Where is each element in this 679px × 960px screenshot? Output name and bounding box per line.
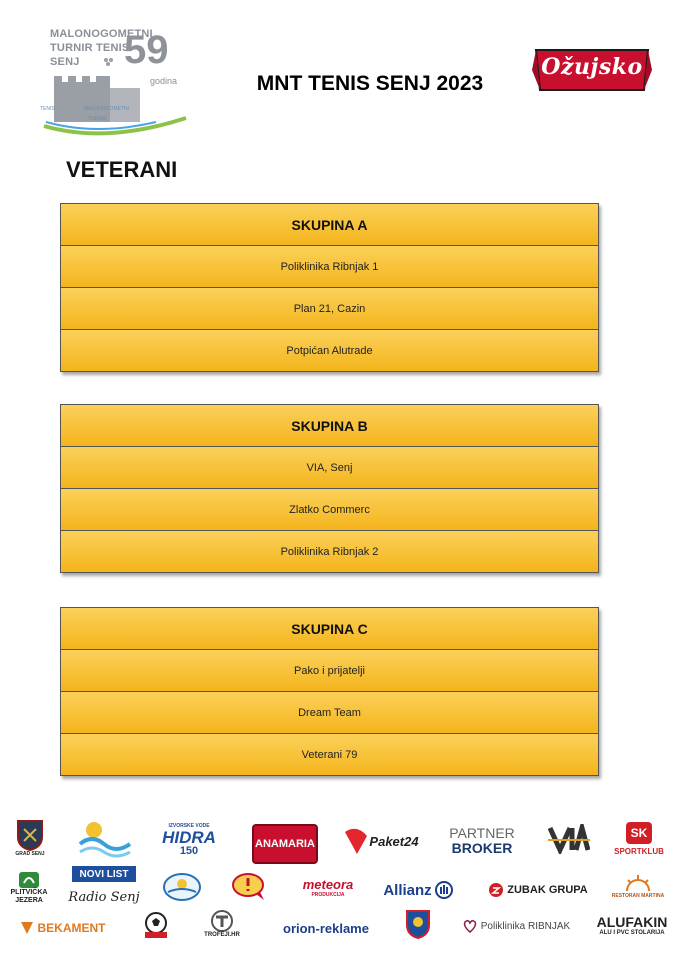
speech-bubble-icon <box>230 872 270 902</box>
sponsor-hidra-num: 150 <box>179 845 199 857</box>
paket-check-icon <box>343 826 369 856</box>
sponsor-grad-senj-label: GRAD SENJ <box>15 851 45 857</box>
group-b-name: SKUPINA B <box>61 405 598 447</box>
sponsor-sk-badge: SK <box>626 822 652 844</box>
sponsor-bekament <box>10 916 114 940</box>
sponsor-plitvicka-2: JEZERA <box>15 897 43 904</box>
sponsor-anamaria <box>252 824 318 864</box>
sponsor-bekament-label: BEKAMENT <box>37 921 106 935</box>
sponsor-via <box>548 822 590 856</box>
bekament-icon <box>19 920 35 936</box>
sponsor-hidra <box>158 820 220 860</box>
sponsor-paket24 <box>340 824 422 858</box>
sponsor-orion-label: orion-reklame <box>283 920 369 936</box>
group-a-team-2: Plan 21, Cazin <box>61 288 598 330</box>
main-sponsor-name: Ožujsko <box>541 54 643 80</box>
section-title: VETERANI <box>66 157 178 182</box>
group-b <box>60 404 599 573</box>
sponsor-novi-list-label: NOVI LIST <box>79 868 129 880</box>
sponsor-hidra-top: IZVORSKE VODE <box>168 823 210 829</box>
sponsor-sportklub-label: SPORTKLUB <box>614 847 664 856</box>
group-c <box>60 607 599 776</box>
sponsor-orion <box>268 916 384 940</box>
group-a <box>60 203 599 372</box>
sponsor-hidra-name: HIDRA <box>162 828 216 847</box>
sponsor-sunny <box>162 872 202 902</box>
trofeji-t-icon <box>210 910 234 932</box>
sponsor-alufakin-sub: ALU I PVC STOLARIJA <box>599 929 665 936</box>
group-b-team-2: Zlatko Commerc <box>61 489 598 531</box>
sponsor-allianz <box>376 878 460 902</box>
sponsor-broker-label: BROKER <box>451 840 513 856</box>
sponsor-poliklinika <box>454 914 578 938</box>
sponsor-zubak-label: ZUBAK GRUPA <box>507 884 588 896</box>
group-c-team-2: Dream Team <box>61 692 598 734</box>
sponsor-trofeji-label: TROFEJI.HR <box>204 932 240 938</box>
group-b-team-3: Poliklinika Ribnjak 2 <box>61 531 598 572</box>
sponsor-grad-senj <box>10 816 50 860</box>
sponsor-trofeji <box>200 906 244 942</box>
main-sponsor-logo <box>532 40 652 100</box>
logo-small-tenis: TENIS <box>40 106 55 112</box>
sponsor-poliklinika-label: Poliklinika RIBNJAK <box>480 920 571 932</box>
wave-logo-icon <box>78 818 132 858</box>
logo-line-2: TURNIR TENIS <box>50 42 130 54</box>
via-logo-icon <box>548 824 590 854</box>
club-crest-icon <box>405 909 431 939</box>
sponsor-paket24-label: Paket24 <box>369 833 419 849</box>
sponsor-allianz-label: Allianz <box>383 881 432 899</box>
allianz-eagle-icon <box>435 881 453 899</box>
sponsor-partner-label: PARTNER <box>449 825 515 841</box>
sponsor-turisticka <box>78 818 132 858</box>
group-c-team-3: Veterani 79 <box>61 734 598 775</box>
logo-small-turnir: MALONOGOMETNI <box>84 106 130 112</box>
sponsor-radio-senj-label: Radio Senj <box>68 889 140 905</box>
page-title: MNT TENIS SENJ 2023 <box>256 72 484 95</box>
sponsor-speech <box>230 872 270 902</box>
group-c-name: SKUPINA C <box>61 608 598 650</box>
sponsor-alufakin <box>590 910 674 940</box>
sponsor-restoran-label: RESTORAN MARTINA <box>611 893 665 899</box>
group-a-team-1: Poliklinika Ribnjak 1 <box>61 246 598 288</box>
logo-line-1: MALONOGOMETNI <box>50 28 153 40</box>
group-a-name: SKUPINA A <box>61 204 598 246</box>
group-b-team-1: VIA, Senj <box>61 447 598 489</box>
coat-of-arms-icon <box>16 819 44 851</box>
group-c-team-1: Pako i prijatelji <box>61 650 598 692</box>
oval-sun-icon <box>162 872 202 902</box>
sponsor-alufakin-label: ALUFAKIN <box>596 913 668 930</box>
sponsor-shield <box>402 908 434 940</box>
logo-small-turnir2: TURNIR <box>88 116 107 122</box>
sponsor-sportklub <box>608 818 670 860</box>
sponsor-anamaria-label: ANAMARIA <box>255 838 315 850</box>
zubak-circle-icon <box>488 882 504 898</box>
heart-ribbon-icon <box>462 918 478 934</box>
sponsor-novi-list <box>72 866 136 882</box>
sponsor-radio-senj <box>70 886 138 908</box>
tournament-logo <box>36 26 196 138</box>
sponsor-restoran <box>606 868 670 904</box>
sponsor-zubak <box>484 878 592 902</box>
sponsor-meteora-label: meteora <box>302 877 354 892</box>
group-a-team-3: Potpićan Alutrade <box>61 330 598 371</box>
sponsor-football <box>140 910 172 940</box>
sponsor-meteora <box>298 874 358 902</box>
sponsor-plitvicka <box>6 866 52 910</box>
leaf-icon <box>18 871 40 889</box>
logo-godina: godina <box>150 76 178 86</box>
sponsor-plitvicka-1: PLITVIČKA <box>10 889 48 896</box>
sunrise-icon <box>623 873 653 893</box>
football-badge-icon <box>141 911 171 939</box>
sponsor-meteora-sub: PRODUKCIJA <box>311 892 345 898</box>
sponsor-partner-broker <box>442 824 522 858</box>
logo-number: 59 <box>124 28 169 72</box>
logo-line-3: SENJ <box>50 56 80 68</box>
